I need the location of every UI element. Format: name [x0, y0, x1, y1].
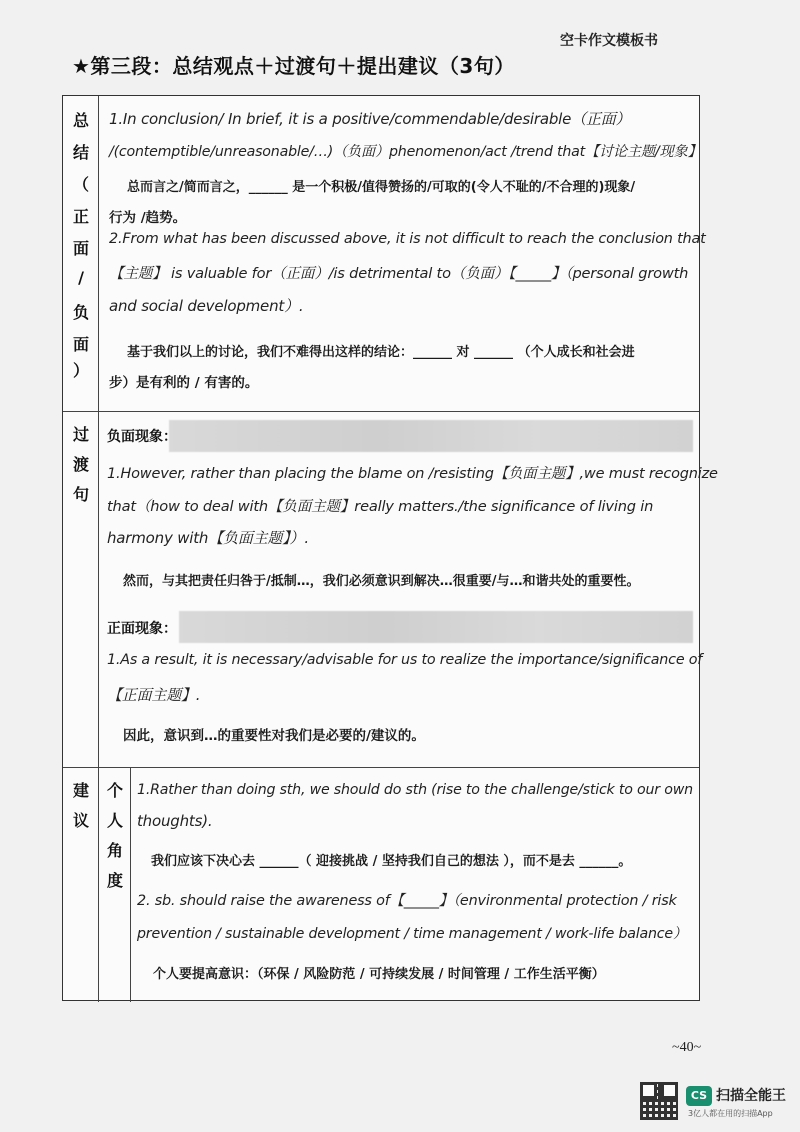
suggestion-translation-2: 个人要提高意识：（环保 / 风险防范 / 可持续发展 / 时间管理 / 工作生活平衡） — [153, 967, 605, 982]
transition-row — [63, 411, 718, 767]
suggestion-sentence-2-line-1: 2. sb. should raise the awareness of【_____】（environmental protection / risk — [137, 893, 677, 909]
app-tagline: 3亿人都在用的扫描App — [688, 1109, 773, 1118]
summary-label-column — [63, 96, 99, 411]
suggestion-sentence-2-line-2: prevention / sustainable development / time management / work-life balance） — [137, 926, 687, 942]
suggestion-label-char: 建 — [72, 781, 89, 800]
summary-content — [99, 96, 706, 411]
summary-translation-1-line-2: 行为 /趋势。 — [109, 210, 187, 226]
summary-translation-1-line-1: 总而言之/简而言之，______ 是一个积极/值得赞扬的/可取的(令人不耻的/不合理的)现象/ — [127, 180, 636, 195]
section-title: ★第三段：总结观点＋过渡句＋提出建议（3句） — [72, 54, 515, 78]
summary-label-char: 面 — [72, 239, 89, 258]
summary-sentence-2-line-2: 【主题】 is valuable for（正面）/is detrimental to（负面）【_____】（personal growth — [109, 265, 689, 282]
personal-perspective-char: 人 — [106, 811, 123, 830]
transition-content — [99, 412, 718, 767]
transition-label-column — [63, 412, 99, 767]
transition-negative-translation: 然而，与其把责任归咎于/抵制…，我们必须意识到解决…很重要/与…和谐共处的重要性。 — [123, 574, 640, 589]
suggestion-content — [131, 768, 699, 1002]
summary-row — [63, 96, 706, 411]
suggestion-sentence-1-line-2: thoughts). — [137, 812, 213, 830]
summary-label-char: / — [78, 268, 84, 287]
summary-sentence-1-line-2: /(contemptible/unreasonable/…)（负面）phenomenon/act /trend that【讨论主题/现象】 — [109, 144, 702, 160]
redacted-bar — [179, 611, 693, 643]
transition-label-char: 句 — [72, 485, 89, 504]
transition-positive-line-1: 1.As a result, it is necessary/advisable for us to realize the importance/significance of — [107, 652, 703, 668]
personal-perspective-column — [99, 768, 131, 1002]
transition-negative-line-2: that（how to deal with【负面主题】really matters./the significance of living in — [107, 498, 654, 515]
scanner-watermark — [640, 1082, 790, 1122]
transition-label-char: 过 — [72, 425, 89, 444]
template-table — [62, 95, 718, 1001]
suggestion-label-char: 议 — [72, 811, 89, 830]
summary-sentence-1-line-1: 1.In conclusion/ In brief, it is a positive/commendable/desirable（正面） — [109, 110, 631, 128]
summary-label-char: 面 — [72, 335, 89, 354]
summary-label-char: 正 — [72, 207, 89, 226]
qr-code-icon — [640, 1082, 678, 1120]
summary-label-char: 结 — [72, 143, 89, 162]
summary-translation-2-line-2: 步）是有利的 / 有害的。 — [109, 375, 259, 391]
summary-label-char: 负 — [72, 303, 89, 322]
summary-label-char: ） — [72, 361, 89, 380]
transition-positive-line-2: 【正面主题】. — [107, 686, 201, 704]
summary-sentence-2-line-3: and social development）. — [109, 297, 304, 315]
personal-perspective-char: 个 — [106, 781, 123, 800]
summary-translation-2-line-1: 基于我们以上的讨论，我们不难得出这样的结论：______ 对 ______ （个人成长和社会进 — [127, 345, 635, 360]
camscanner-logo-icon: CS — [686, 1086, 712, 1106]
personal-perspective-char: 角 — [106, 841, 123, 860]
transition-label-char: 渡 — [72, 455, 89, 474]
negative-phenomenon-label: 负面现象： — [107, 429, 177, 445]
suggestion-sentence-1-line-1: 1.Rather than doing sth, we should do sth (rise to the challenge/stick to our own — [137, 782, 693, 798]
summary-sentence-2-line-1: 2.From what has been discussed above, it is not difficult to reach the conclusion that — [109, 231, 706, 247]
page-number: ~40~ — [672, 1040, 702, 1055]
transition-negative-line-3: harmony with【负面主题】）. — [107, 529, 309, 547]
transition-positive-translation: 因此，意识到…的重要性对我们是必要的/建议的。 — [123, 728, 425, 744]
personal-perspective-char: 度 — [106, 871, 123, 890]
summary-label-char: （ — [72, 175, 89, 194]
suggestion-translation-1: 我们应该下决心去 ______（ 迎接挑战 / 坚持我们自己的想法 ），而不是去 ______。 — [151, 854, 632, 869]
suggestion-label-column — [63, 768, 99, 1002]
positive-phenomenon-label: 正面现象： — [107, 621, 177, 637]
transition-negative-line-1: 1.However, rather than placing the blame on /resisting【负面主题】,we must recognize — [107, 466, 718, 482]
suggestion-row — [63, 767, 699, 1002]
summary-label-char: 总 — [72, 111, 89, 130]
app-name: 扫描全能王 — [716, 1088, 786, 1104]
book-title: 空卡作文模板书 — [560, 33, 658, 49]
redacted-bar — [169, 420, 693, 452]
